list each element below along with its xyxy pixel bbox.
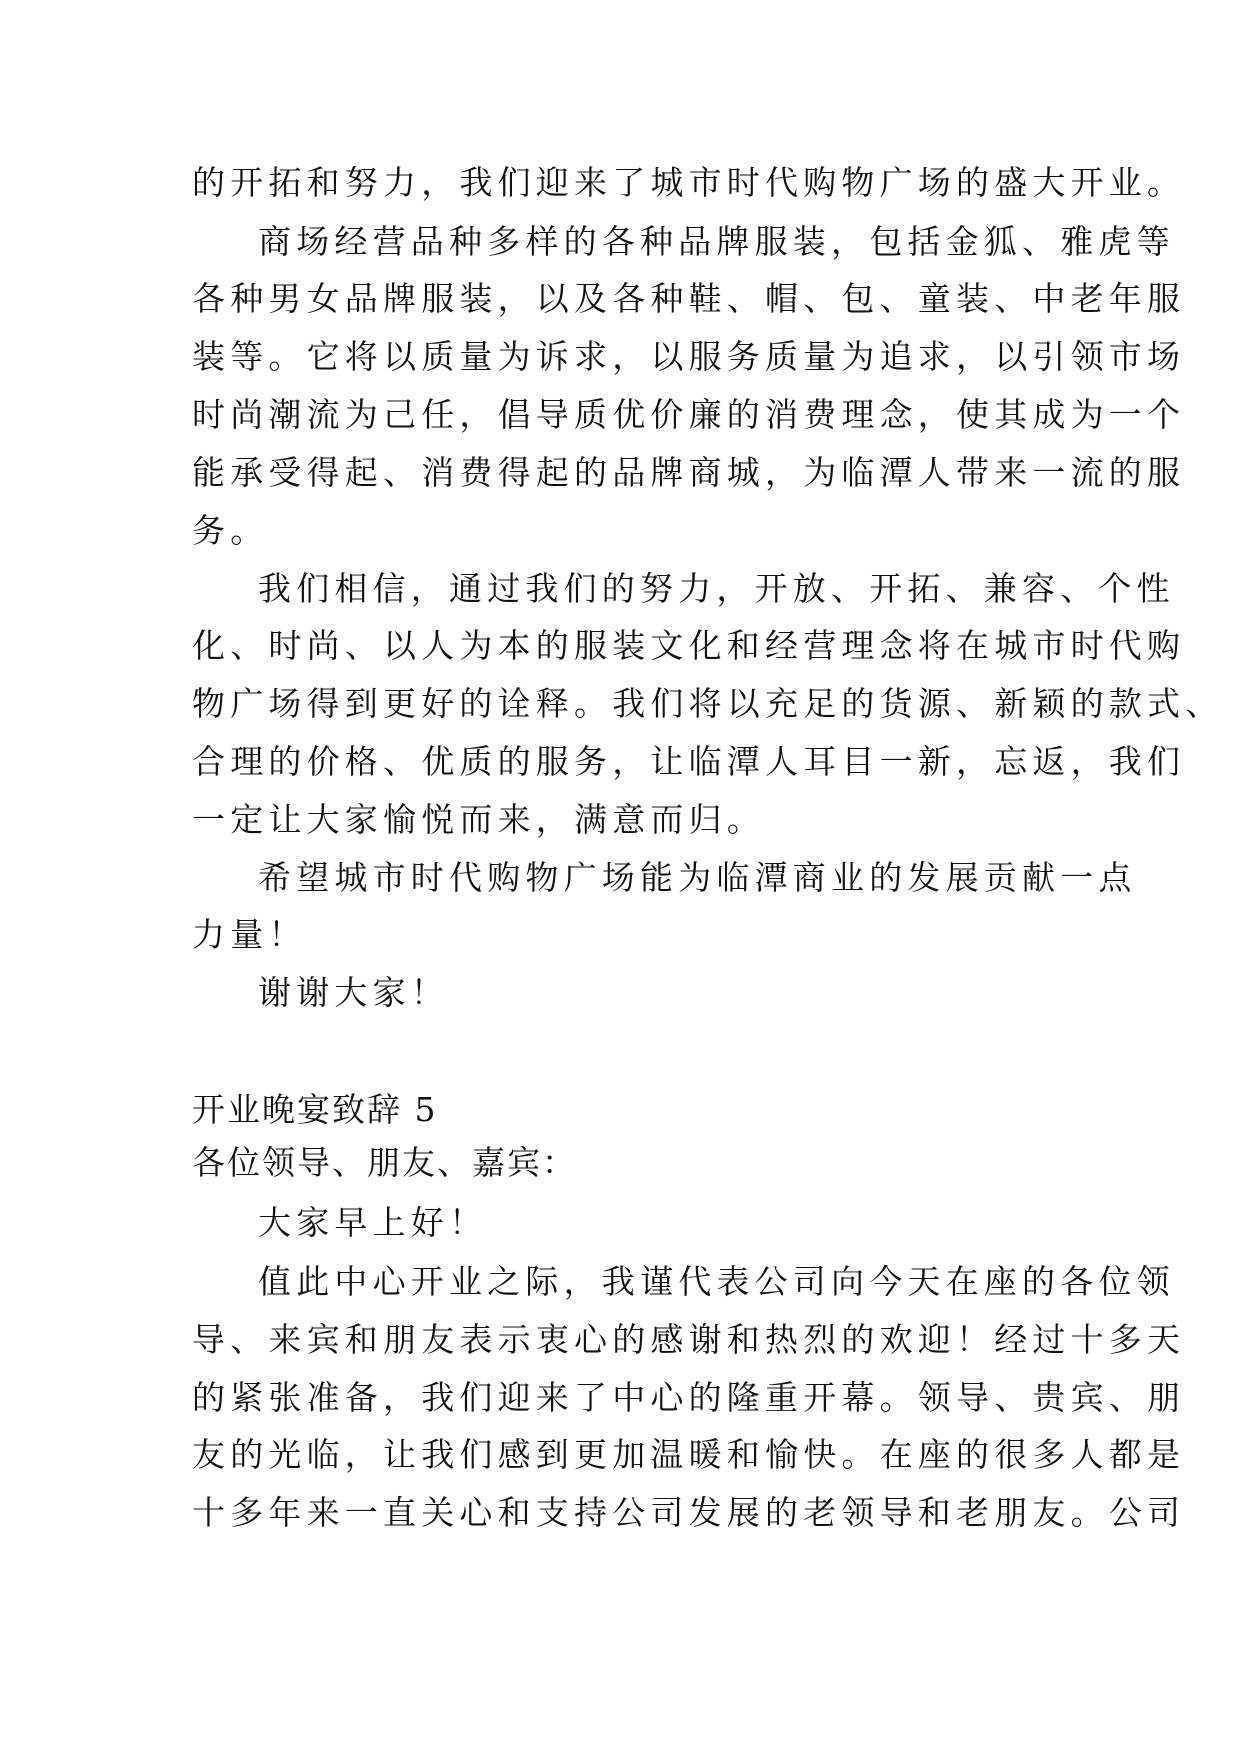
paragraph-line: 一定让大家愉悦而来，满意而归。 <box>192 800 765 839</box>
paragraph-line: 的紧张准备，我们迎来了中心的隆重开幕。领导、贵宾、朋 <box>192 1378 1186 1417</box>
paragraph-line: 物广场得到更好的诠释。我们将以充足的货源、新颖的款式、 <box>192 684 1224 723</box>
section-title: 开业晚宴致辞 5 <box>192 1090 438 1129</box>
paragraph-line: 导、来宾和朋友表示衷心的感谢和热烈的欢迎！经过十多天 <box>192 1320 1186 1359</box>
closing-line: 谢谢大家！ <box>258 973 449 1012</box>
paragraph-line: 商场经营品种多样的各种品牌服装，包括金狐、雅虎等 <box>258 222 1175 261</box>
paragraph-line: 务。 <box>192 511 269 550</box>
paragraph-line: 希望城市时代购物广场能为临潭商业的发展贡献一点 <box>258 858 1137 897</box>
paragraph-line: 装等。它将以质量为诉求，以服务质量为追求，以引领市场 <box>192 337 1186 376</box>
paragraph-line: 化、时尚、以人为本的服装文化和经营理念将在城市时代购 <box>192 626 1186 665</box>
paragraph-line: 我们相信，通过我们的努力，开放、开拓、兼容、个性 <box>258 569 1175 608</box>
paragraph-line: 能承受得起、消费得起的品牌商城，为临潭人带来一流的服 <box>192 453 1186 492</box>
paragraph-line: 十多年来一直关心和支持公司发展的老领导和老朋友。公司 <box>192 1493 1186 1532</box>
paragraph-line: 合理的价格、优质的服务，让临潭人耳目一新，忘返，我们 <box>192 742 1186 781</box>
paragraph-line: 各种男女品牌服装，以及各种鞋、帽、包、童装、中老年服 <box>192 279 1186 318</box>
paragraph-line: 值此中心开业之际，我谨代表公司向今天在座的各位领 <box>258 1262 1175 1301</box>
paragraph-line: 时尚潮流为己任，倡导质优价廉的消费理念，使其成为一个 <box>192 395 1186 434</box>
paragraph-line: 的开拓和努力，我们迎来了城市时代购物广场的盛大开业。 <box>192 163 1186 202</box>
paragraph-line: 力量！ <box>192 915 307 954</box>
paragraph-line: 友的光临，让我们感到更加温暖和愉快。在座的很多人都是 <box>192 1435 1186 1474</box>
greeting: 大家早上好！ <box>258 1203 488 1242</box>
salutation: 各位领导、朋友、嘉宾： <box>192 1143 577 1182</box>
